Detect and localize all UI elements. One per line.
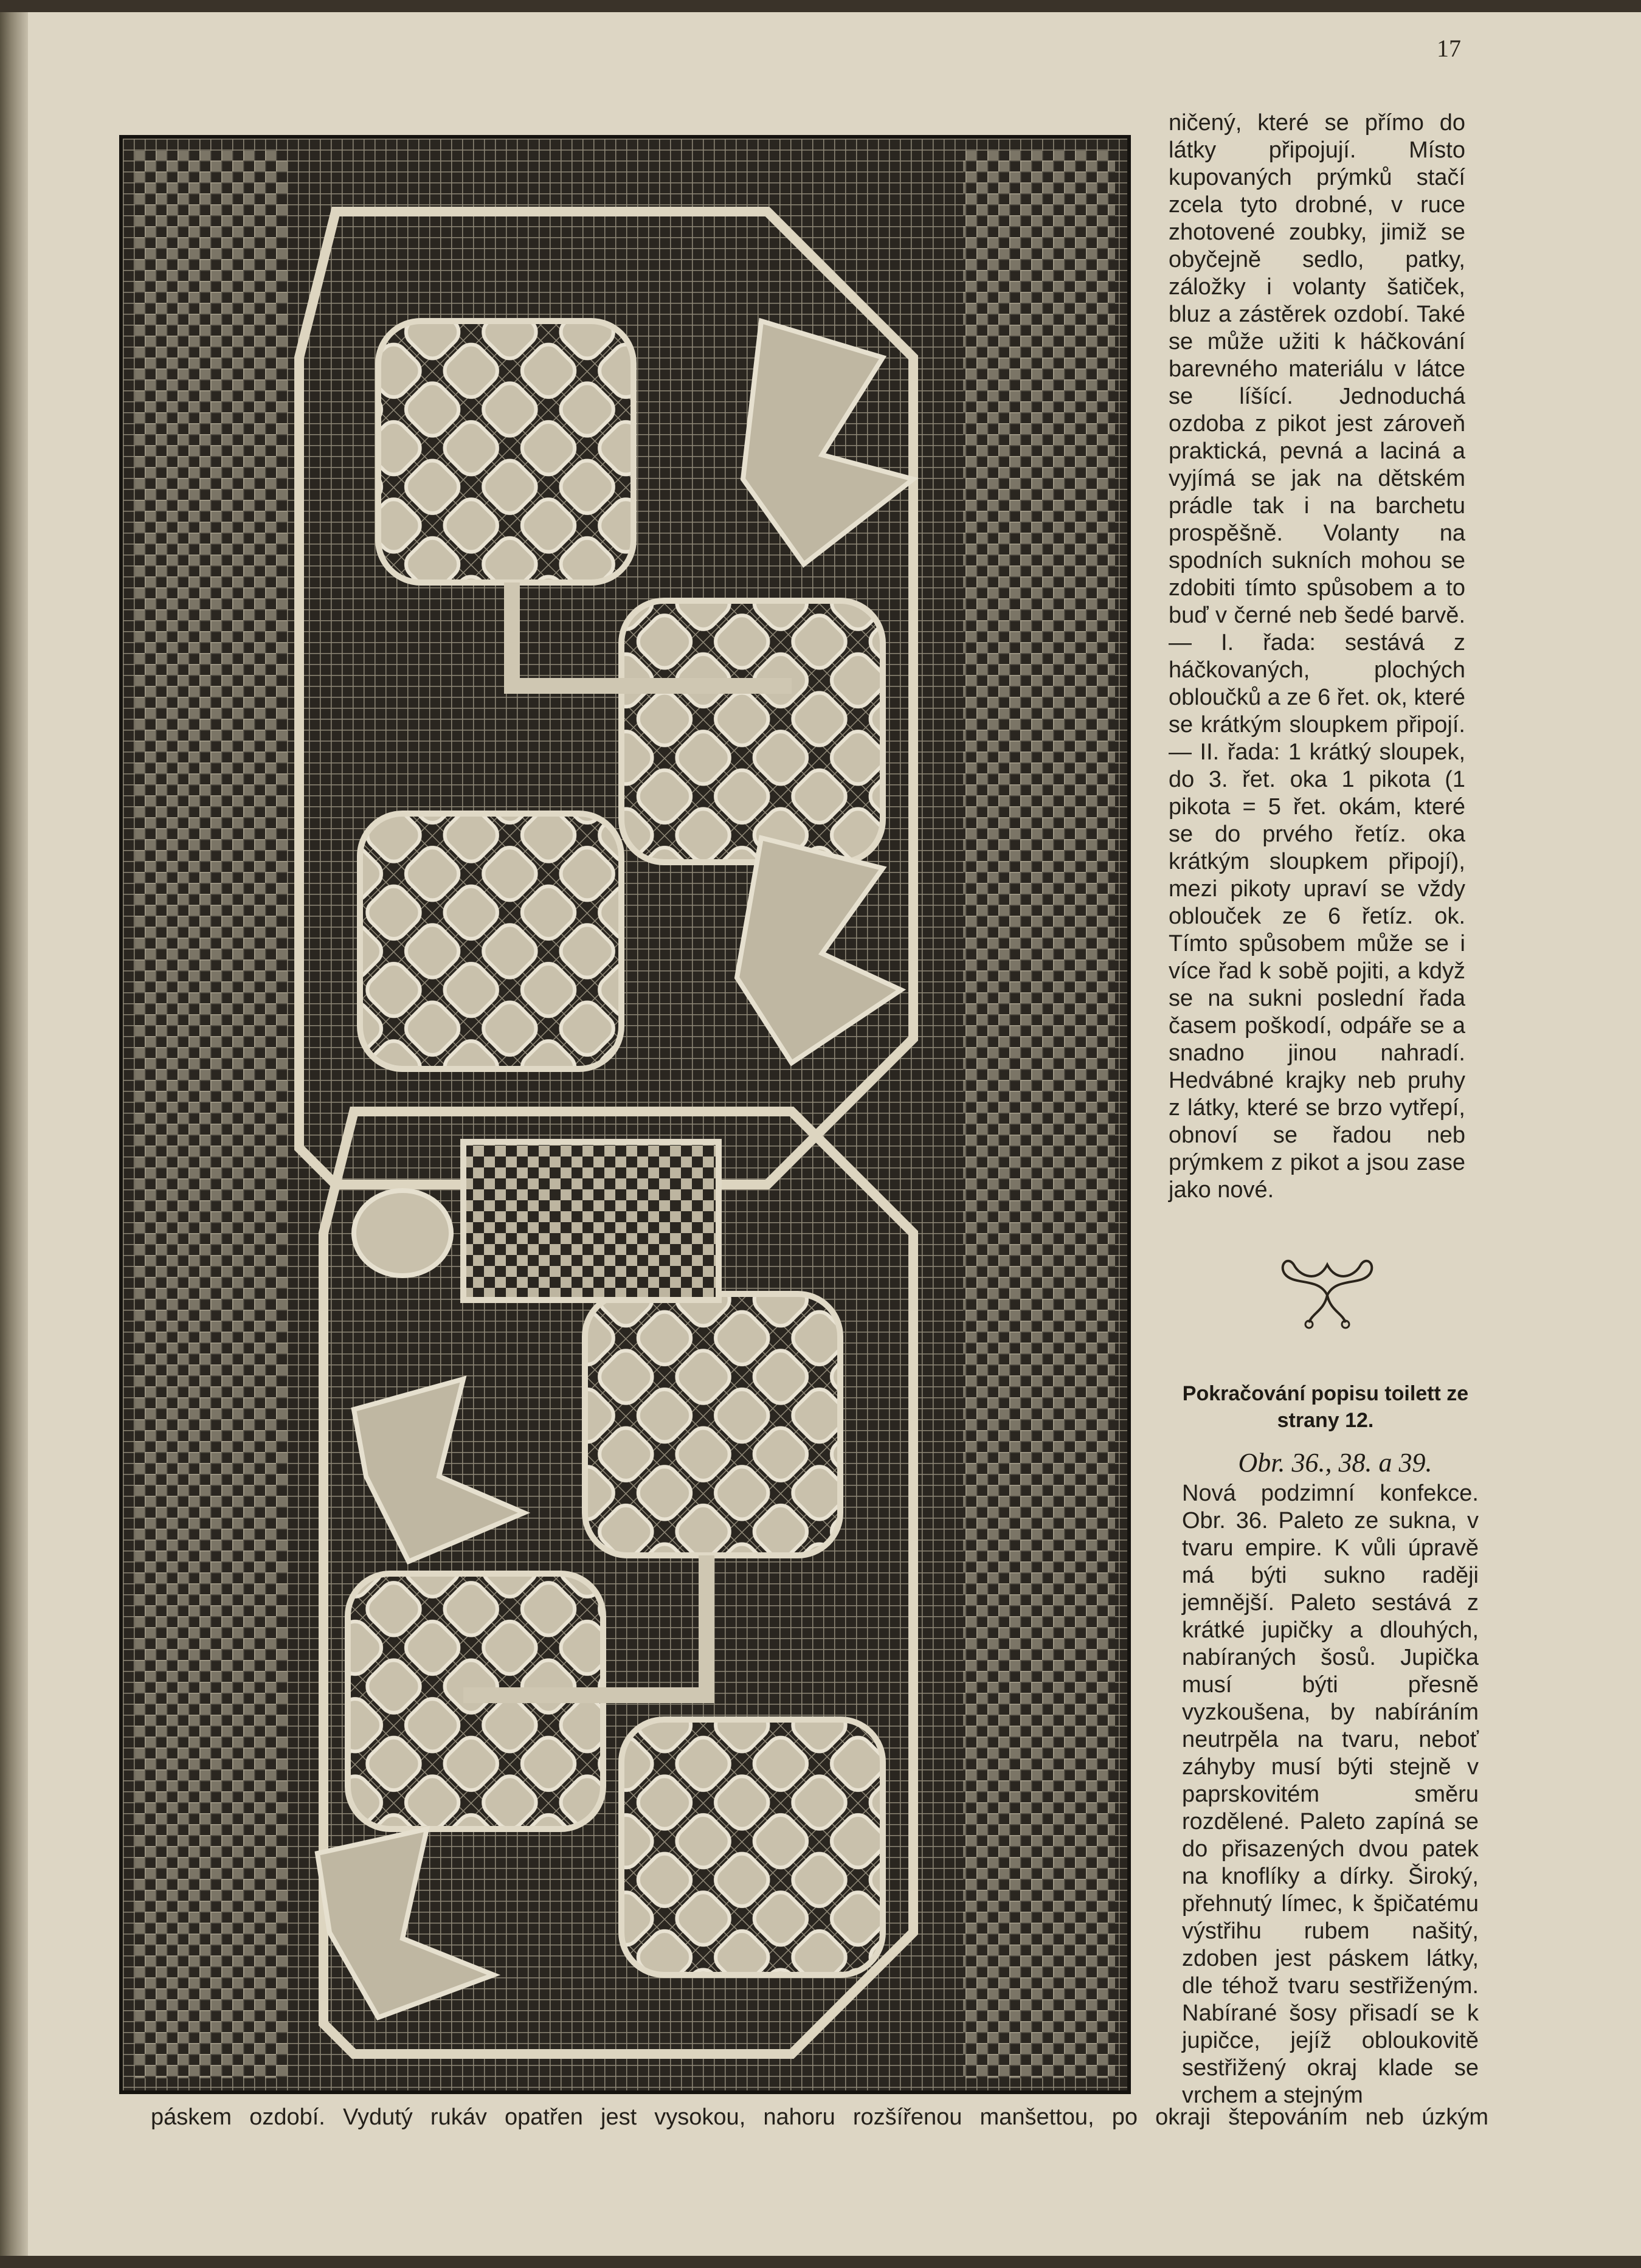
book-page: [0, 12, 1641, 2256]
binding-gutter: [0, 12, 28, 2256]
filet-lace-illustration: [119, 135, 1131, 2094]
right-column-text: ničený, které se přímo do látky připojují. Místo kupovaných prýmků stačí zcela tyto drobné, v ruce zhotovené zoubky, jimiž se obyčejně sedlo, patky, záložky i volanty šatiček, bluz a zástěrek ozdobí. Také se může užiti k háčkování barevného materiálu v látce se líšící. Jednoduchá ozdoba z pikot jest zároveň praktická, pevná a laciná a vyjímá se jak na dětském prádle tak i na barchetu prospěšně. Volanty na spodních sukních mohou se zdobiti tímto spůsobem a to buď v černé neb šedé barvě. — I. řada: sestává z háčkovaných, plochých obloučků a ze 6 řet. ok, které se krátkým sloupkem připojí. — II. řada: 1 krátký sloupek, do 3. řet. oka 1 pikota (1 pikota = 5 řet. okám, které se do prvého řetíz. oka krátkým sloupkem připojí), mezi pikoty upraví se vždy oblouček ze 6 řetíz. ok. Tímto spůsobem může se i více řad k sobě pojiti, a když se na sukni poslední řada časem poškodí, odpáře se a snadno jinou nahradí. Hedvábné krajky neb pruhy z látky, které se brzo vytřepí, obnoví se řadou neb prýmkem z pikot a jsou zase jako nové.: [1169, 110, 1465, 1203]
page-number: 17: [1437, 35, 1461, 62]
section-heading: Pokračování popisu toilett ze strany 12.: [1182, 1382, 1469, 1432]
flourish-ornament-icon: [1276, 1253, 1379, 1332]
figure-reference: Obr. 36., 38. a 39.: [1238, 1448, 1432, 1478]
lace-pattern-drawing: [123, 139, 1127, 2090]
continuation-line: páskem ozdobí. Vydutý rukáv opatřen jest vysokou, nahoru rozšířenou manšettou, po okraji štepováním neb úzkým: [151, 2104, 1488, 2130]
section-body-text: Nová podzimní konfekce. Obr. 36. Paleto ze sukna, v tvaru empire. K vůli úpravě má býti sukno raději jemnější. Paleto sestává z krátké jupičky a dlouhých, nabíraných šosů. Jupička musí býti přesně vyzkoušena, by nabíráním neutrpěla na tvaru, neboť záhyby musí býti stejně v paprskovitém směru rozdělené. Paleto zapíná se do přisazených dvou patek na knoflíky a dírky. Široký, přehnutý límec, k špičatému výstřihu rubem našitý, zdoben jest páskem látky, dle téhož tvaru sestřiženým. Nabírané šosy přisadí se k jupičce, jejíž obloukovitě sestřižený okraj klade se vrchem a stejným: [1182, 1481, 1479, 2108]
